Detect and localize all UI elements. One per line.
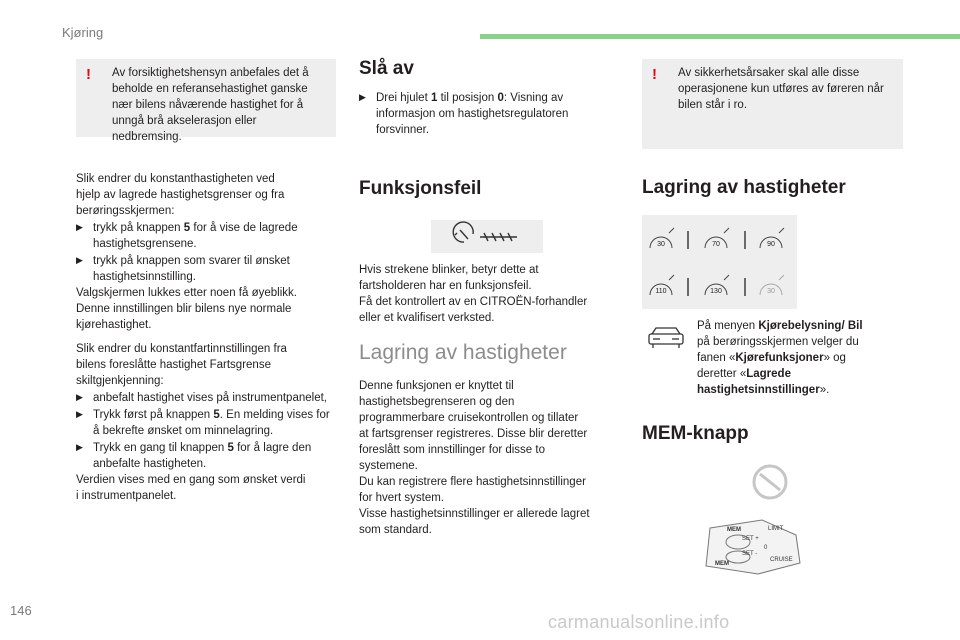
mem-stalk-diagram [700, 460, 820, 580]
stalk-label-set-minus: SET - [742, 551, 758, 557]
warning-icon: ! [86, 66, 91, 83]
stalk-label-set-plus: SET + [742, 536, 759, 542]
heading-sla-av: Slå av [359, 58, 414, 79]
text-line: Verdien vises med en gang som ønsket verdi [76, 474, 306, 486]
text-line: bilens foreslåtte hastighet Fartsgrense [76, 359, 271, 371]
bullet-item: ▶ Trykk først på knappen 5. En melding vises for å bekrefte ønsket om minnelagring. [76, 406, 338, 439]
text-line: Slik endrer du konstantfartinnstillingen fra [76, 343, 287, 355]
text-line: Få det kontrollert av en CITROËN-forhandler [359, 296, 588, 308]
heading-mem: MEM-knapp [642, 423, 749, 444]
warning-box-safety [642, 59, 903, 149]
speedometer-dashes-icon [431, 220, 543, 253]
paragraph-sla-av [359, 89, 599, 138]
stalk-label-zero: 0 [764, 545, 768, 551]
bullet-item: ▶ Drei hjulet 1 til posisjon 0: Visning av informasjon om hastighetsregulatoren forsvinner. [359, 89, 599, 138]
text-line: systemene. [359, 460, 418, 472]
heading-lagring-light: Lagring av hastigheter [359, 341, 567, 364]
speed-label: 70 [712, 241, 720, 248]
stalk-label-limit: LIMIT [768, 526, 784, 532]
warning-text: Av forsiktighetshensyn anbefales det å beholde en referansehastighet ganske nær bilens nåværende hastighet for å unngå brå akselerasjon eller nedbremsing. [112, 67, 309, 143]
speed-label: 90 [767, 241, 775, 248]
text-line: foreslått som innstillinger for disse to [359, 444, 545, 456]
paragraph-menu: På menyen Kjørebelysning/ Bil på berøringsskjermen velger du fanen «Kjørefunksjoner» og deretter «Lagrede hastighetsinnstillinger». [697, 320, 863, 396]
bullet-arrow-icon: ▶ [359, 92, 366, 102]
fault-display-image [431, 220, 543, 253]
warning-text: Av sikkerhetsårsaker skal alle disse operasjonene kun utføres av føreren når bilen står i ro. [678, 67, 884, 111]
text-line: Du kan registrere flere hastighetsinnstillinger [359, 476, 586, 488]
speed-label: 130 [710, 288, 722, 295]
speed-label: 30 [657, 241, 665, 248]
page-number: 146 [10, 603, 32, 618]
text-line: hjelp av lagrede hastighetsgrenser og fra [76, 189, 285, 201]
warning-icon: ! [652, 66, 657, 83]
bullet-arrow-icon: ▶ [76, 392, 83, 402]
text-line: programmerbare cruisekontrollen og tillater [359, 412, 579, 424]
heading-funksjonsfeil: Funksjonsfeil [359, 178, 482, 199]
text-line: Visse hastighetsinnstillinger er allerede lagret [359, 508, 590, 520]
text-line: som standard. [359, 524, 432, 536]
section-label: Kjøring [62, 25, 104, 40]
bullet-item: ▶ Trykk en gang til knappen 5 for å lagre den anbefalte hastigheten. [76, 439, 338, 472]
bullet-item: ▶ anbefalt hastighet vises på instrumentpanelet, [76, 389, 338, 406]
text-line: i instrumentpanelet. [76, 490, 177, 502]
text-line: Denne funksjonen er knyttet til [359, 380, 514, 392]
text-line: eller et kvalifisert verksted. [359, 312, 495, 324]
car-settings-icon [646, 325, 686, 351]
bullet-item: ▶ trykk på knappen 5 for å vise de lagrede hastighetsgrensene. [76, 219, 338, 252]
bullet-arrow-icon: ▶ [76, 222, 83, 232]
text-line: Slik endrer du konstanthastigheten ved [76, 173, 275, 185]
speed-label: 110 [655, 288, 667, 295]
text-line: fartsholderen har en funksjonsfeil. [359, 280, 532, 292]
text-line: at fartsgrenser registreres. Disse blir deretter [359, 428, 588, 440]
stalk-label-mem: MEM [727, 527, 741, 533]
paragraph-change-from-stored [76, 171, 338, 333]
speed-gauge-icons [642, 215, 797, 309]
paragraph-funksjonsfeil [359, 262, 609, 326]
bullet-arrow-icon: ▶ [76, 409, 83, 419]
text-line: skiltgjenkjenning: [76, 375, 164, 387]
text-line: for hvert system. [359, 492, 444, 504]
speed-label: 30 [767, 288, 775, 295]
text-line: Valgskjermen lukkes etter noen få øyeblikk. [76, 287, 297, 299]
text-line: kjørehastighet. [76, 319, 152, 331]
bullet-item: ▶ trykk på knappen som svarer til ønsket hastighetsinnstilling. [76, 252, 338, 285]
warning-box-accel [76, 59, 336, 143]
paragraph-lagring [359, 378, 609, 538]
heading-lagring-bold: Lagring av hastigheter [642, 177, 846, 198]
text-line: hastighetsbegrenseren og den [359, 396, 515, 408]
section-color-bar [480, 34, 960, 39]
text-line: Hvis strekene blinker, betyr dette at [359, 264, 539, 276]
speed-presets-image [642, 215, 797, 309]
text-line: Denne innstillingen blir bilens nye normale [76, 303, 292, 315]
bullet-arrow-icon: ▶ [76, 255, 83, 265]
stalk-label-mem-bottom: MEM [715, 561, 729, 567]
bullet-arrow-icon: ▶ [76, 442, 83, 452]
watermark: carmanualsonline.info [548, 612, 730, 632]
paragraph-change-from-sign [76, 341, 338, 504]
text-line: berøringsskjermen: [76, 205, 175, 217]
stalk-label-cruise: CRUISE [770, 557, 793, 563]
